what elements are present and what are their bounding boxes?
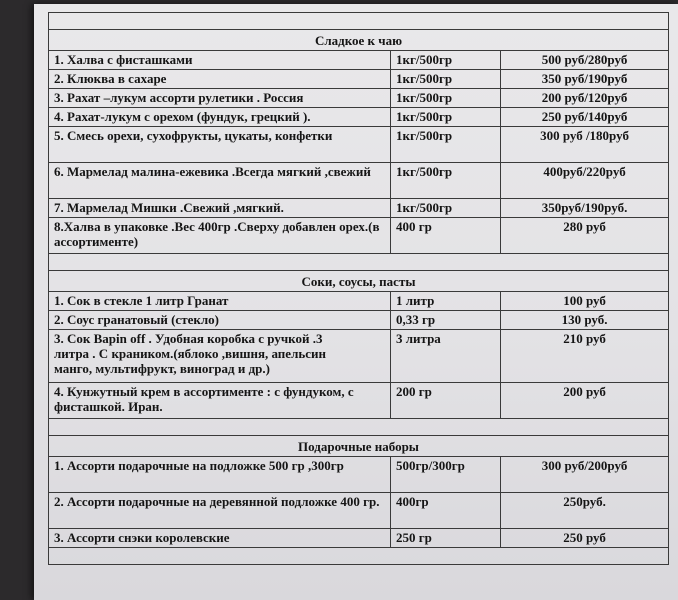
table-row bbox=[49, 311, 669, 330]
table-row bbox=[49, 330, 669, 383]
item-unit: 400 гр bbox=[391, 218, 501, 254]
table-row bbox=[49, 457, 669, 493]
item-name: 2. Ассорти подарочные на деревянной подложке 400 гр. bbox=[49, 493, 391, 529]
item-price: 250руб. bbox=[501, 493, 669, 529]
item-name: 5. Смесь орехи, сухофрукты, цукаты, конфетки bbox=[49, 127, 391, 163]
spacer-row bbox=[49, 254, 669, 271]
table-row bbox=[49, 51, 669, 70]
item-price: 100 руб bbox=[501, 292, 669, 311]
item-name-line: манго, мультифрукт, виноград и др.) bbox=[54, 361, 270, 376]
item-unit: 1кг/500гр bbox=[391, 163, 501, 199]
item-price: 200 руб/120руб bbox=[501, 89, 669, 108]
item-name: 3. Рахат –лукум ассорти рулетики . Россия bbox=[49, 89, 391, 108]
section-title: Подарочные наборы bbox=[49, 436, 669, 457]
table-row bbox=[49, 493, 669, 529]
item-unit: 250 гр bbox=[391, 529, 501, 548]
table-row bbox=[49, 163, 669, 199]
section-title: Сладкое к чаю bbox=[49, 30, 669, 51]
item-unit: 1кг/500гр bbox=[391, 108, 501, 127]
item-price: 130 руб. bbox=[501, 311, 669, 330]
item-unit: 0,33 гр bbox=[391, 311, 501, 330]
item-unit: 1кг/500гр bbox=[391, 70, 501, 89]
spacer-row bbox=[49, 548, 669, 565]
table-row bbox=[49, 127, 669, 163]
item-price: 500 руб/280руб bbox=[501, 51, 669, 70]
item-price: 250 руб bbox=[501, 529, 669, 548]
price-table bbox=[48, 12, 669, 565]
price-list-paper bbox=[34, 4, 678, 600]
item-name: 7. Мармелад Мишки .Свежий ,мягкий. bbox=[49, 199, 391, 218]
table-row bbox=[49, 529, 669, 548]
table-row bbox=[49, 199, 669, 218]
table-row bbox=[49, 89, 669, 108]
table-row bbox=[49, 292, 669, 311]
item-name: 4. Кунжутный крем в ассортименте : с фундуком, с фисташкой. Иран. bbox=[49, 383, 391, 419]
price-list-sheet bbox=[48, 12, 668, 565]
item-unit: 1кг/500гр bbox=[391, 51, 501, 70]
table-row bbox=[49, 70, 669, 89]
item-unit: 1кг/500гр bbox=[391, 89, 501, 108]
item-name-line: литра . С краником.(яблоко ,вишня, апельсин bbox=[54, 346, 326, 361]
item-unit: 1кг/500гр bbox=[391, 199, 501, 218]
item-price: 400руб/220руб bbox=[501, 163, 669, 199]
item-name-line: 3. Сок Bapin off . Удобная коробка с ручкой .3 bbox=[54, 331, 323, 346]
item-price: 300 руб/200руб bbox=[501, 457, 669, 493]
item-name: 3. Ассорти снэки королевские bbox=[49, 529, 391, 548]
item-unit: 1 литр bbox=[391, 292, 501, 311]
item-unit: 200 гр bbox=[391, 383, 501, 419]
item-name: 8.Халва в упаковке .Вес 400гр .Сверху добавлен орех.(в ассортименте) bbox=[49, 218, 391, 254]
table-row bbox=[49, 383, 669, 419]
item-name: 1. Сок в стекле 1 литр Гранат bbox=[49, 292, 391, 311]
section-header-row bbox=[49, 30, 669, 51]
table-row bbox=[49, 108, 669, 127]
item-unit: 3 литра bbox=[391, 330, 501, 383]
item-price: 350руб/190руб. bbox=[501, 199, 669, 218]
spacer-row bbox=[49, 13, 669, 30]
item-price: 280 руб bbox=[501, 218, 669, 254]
item-unit: 500гр/300гр bbox=[391, 457, 501, 493]
item-name bbox=[49, 330, 391, 383]
spacer-row bbox=[49, 419, 669, 436]
item-unit: 400гр bbox=[391, 493, 501, 529]
item-price: 210 руб bbox=[501, 330, 669, 383]
item-price: 250 руб/140руб bbox=[501, 108, 669, 127]
item-name: 1. Ассорти подарочные на подложке 500 гр ,300гр bbox=[49, 457, 391, 493]
item-name: 1. Халва с фисташками bbox=[49, 51, 391, 70]
section-header-row bbox=[49, 271, 669, 292]
item-price: 350 руб/190руб bbox=[501, 70, 669, 89]
item-name: 4. Рахат-лукум с орехом (фундук, грецкий ). bbox=[49, 108, 391, 127]
item-name: 2. Соус гранатовый (стекло) bbox=[49, 311, 391, 330]
table-row bbox=[49, 218, 669, 254]
section-title: Соки, соусы, пасты bbox=[49, 271, 669, 292]
section-header-row bbox=[49, 436, 669, 457]
item-name: 6. Мармелад малина-ежевика .Всегда мягкий ,свежий bbox=[49, 163, 391, 199]
item-price: 300 руб /180руб bbox=[501, 127, 669, 163]
item-name: 2. Клюква в сахаре bbox=[49, 70, 391, 89]
item-unit: 1кг/500гр bbox=[391, 127, 501, 163]
item-price: 200 руб bbox=[501, 383, 669, 419]
